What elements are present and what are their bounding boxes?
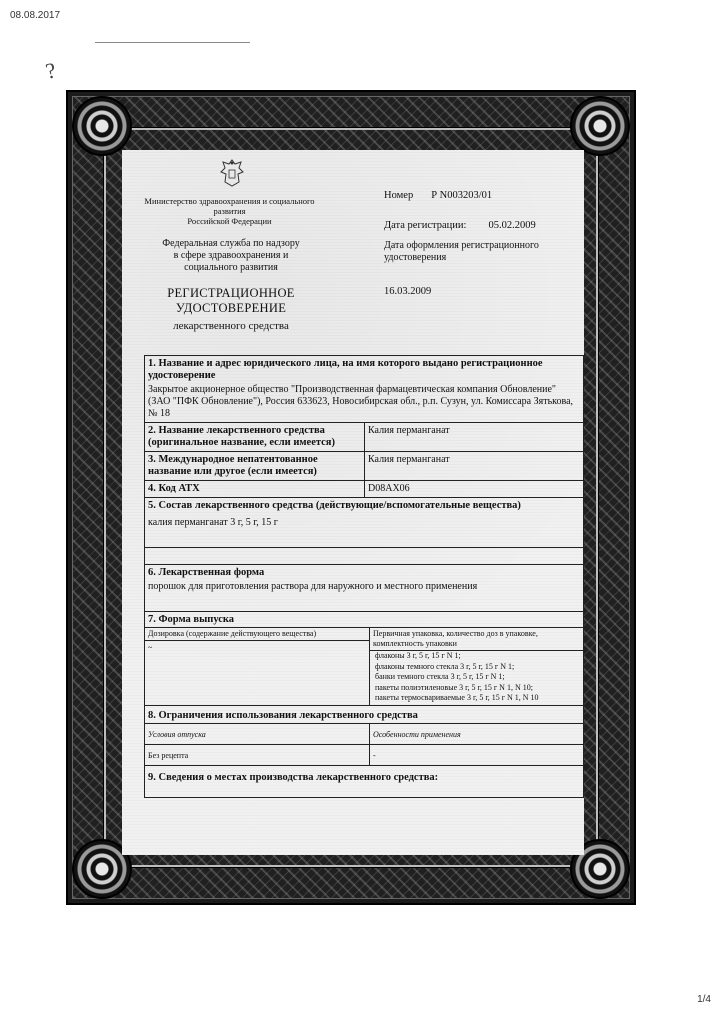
section-body: Закрытое акционерное общество "Производственная фармацевтическая компания Обновление" (ЗАО "ПФК Обновление"), Россия 633623, Новосибирская обл., р.п. Сузун, ул. Комиссара Зятькова, № 18 xyxy=(148,384,574,419)
coat-of-arms-icon xyxy=(219,158,245,188)
reg-date-label: Дата регистрации: xyxy=(384,220,467,231)
section-heading: 6. Лекарственная форма xyxy=(148,567,265,578)
packaging-list xyxy=(373,651,580,704)
section-label: 2. Название лекарственного средства (оригинальное название, если имеется) xyxy=(145,423,365,451)
number-value: Р N003203/01 xyxy=(431,190,493,201)
document-title xyxy=(122,286,340,316)
service-line: социального развития xyxy=(184,262,278,273)
page-number: 1/4 xyxy=(697,994,711,1005)
handwritten-mark: ? xyxy=(43,57,59,84)
section-7-table xyxy=(144,628,584,706)
usage-header: Особенности применения xyxy=(373,729,461,739)
section-8-value-row xyxy=(144,745,584,766)
issue-date-label: Дата оформления регистрационного удостоверения xyxy=(384,240,539,263)
print-divider xyxy=(95,42,250,43)
section-heading: 9. Сведения о местах производства лекарственного средства: xyxy=(148,771,439,783)
packaging-item: флаконы темного стекла 3 г, 5 г, 15 г N 1; xyxy=(375,661,515,671)
packaging-item: банки темного стекла 3 г, 5 г, 15 г N 1; xyxy=(375,672,505,681)
section-6 xyxy=(144,565,584,612)
section-2 xyxy=(144,423,584,452)
issue-date-value: 16.03.2009 xyxy=(384,286,432,297)
section-3 xyxy=(144,452,584,481)
section-label: 3. Международное непатентованное название или другое (если имеется) xyxy=(145,452,365,480)
packaging-column xyxy=(370,628,583,705)
section-value: Калия перманганат xyxy=(368,454,450,465)
section-4 xyxy=(144,481,584,498)
print-date: 08.08.2017 xyxy=(10,10,61,21)
number-row xyxy=(384,190,492,201)
dispensing-value: Без рецепта xyxy=(145,745,370,765)
service-line: в сфере здравоохранения и xyxy=(173,250,289,261)
dosage-header: Дозировка (содержание действующего вещества) xyxy=(145,629,369,641)
ministry-line: Российской Федерации xyxy=(187,216,272,226)
section-value: D08AX06 xyxy=(368,483,410,494)
corner-rosette-icon xyxy=(72,96,132,156)
usage-value: - xyxy=(373,750,376,760)
section-value: Калия перманганат xyxy=(368,425,450,436)
section-body: калия перманганат 3 г, 5 г, 15 г xyxy=(148,517,278,528)
dispensing-header: Условия отпуска xyxy=(145,724,370,744)
certificate-table xyxy=(144,355,584,798)
section-7 xyxy=(144,612,584,628)
section-heading: 1. Название и адрес юридического лица, на имя которого выдано регистрационное удостоверение xyxy=(148,358,543,381)
ministry-name xyxy=(122,196,337,226)
packaging-header: Первичная упаковка, количество доз в упаковке, комплектность упаковки xyxy=(370,629,583,651)
packaging-item: флаконы 3 г, 5 г, 15 г N 1; xyxy=(375,651,461,660)
service-name xyxy=(122,238,340,274)
ministry-line: Министерство здравоохранения и социального xyxy=(144,196,315,206)
corner-rosette-icon xyxy=(570,96,630,156)
section-heading: 8. Ограничения использования лекарственного средства xyxy=(148,709,418,721)
title-line: РЕГИСТРАЦИОННОЕ xyxy=(167,286,295,300)
title-line: УДОСТОВЕРЕНИЕ xyxy=(175,301,287,315)
section-heading: 7. Форма выпуска xyxy=(145,612,583,628)
ministry-line: развития xyxy=(213,206,246,216)
reg-date-value: 05.02.2009 xyxy=(488,220,536,231)
packaging-item: пакеты термосвариваемые 3 г, 5 г, 15 г N 1, N 10 xyxy=(375,693,539,702)
certificate-frame xyxy=(66,90,636,905)
section-heading: 5. Состав лекарственного средства (действующие/вспомогательные вещества) xyxy=(148,500,521,511)
blank-row xyxy=(144,548,584,565)
section-8 xyxy=(144,706,584,724)
service-line: Федеральная служба по надзору xyxy=(162,238,300,249)
dosage-column xyxy=(145,628,370,705)
reg-date-row xyxy=(384,220,536,231)
dosage-value: ~ xyxy=(148,643,153,652)
section-8-header-row xyxy=(144,724,584,745)
section-5 xyxy=(144,498,584,548)
section-label: 4. Код АТХ xyxy=(145,481,365,497)
section-9 xyxy=(144,766,584,798)
certificate-paper xyxy=(122,150,584,855)
section-body: порошок для приготовления раствора для наружного и местного применения xyxy=(148,581,478,592)
packaging-item: пакеты полиэтиленовые 3 г, 5 г, 15 г N 1, N 10; xyxy=(375,682,533,692)
document-subtitle: лекарственного средства xyxy=(173,320,289,332)
section-1 xyxy=(144,356,584,423)
number-label: Номер xyxy=(384,190,414,201)
